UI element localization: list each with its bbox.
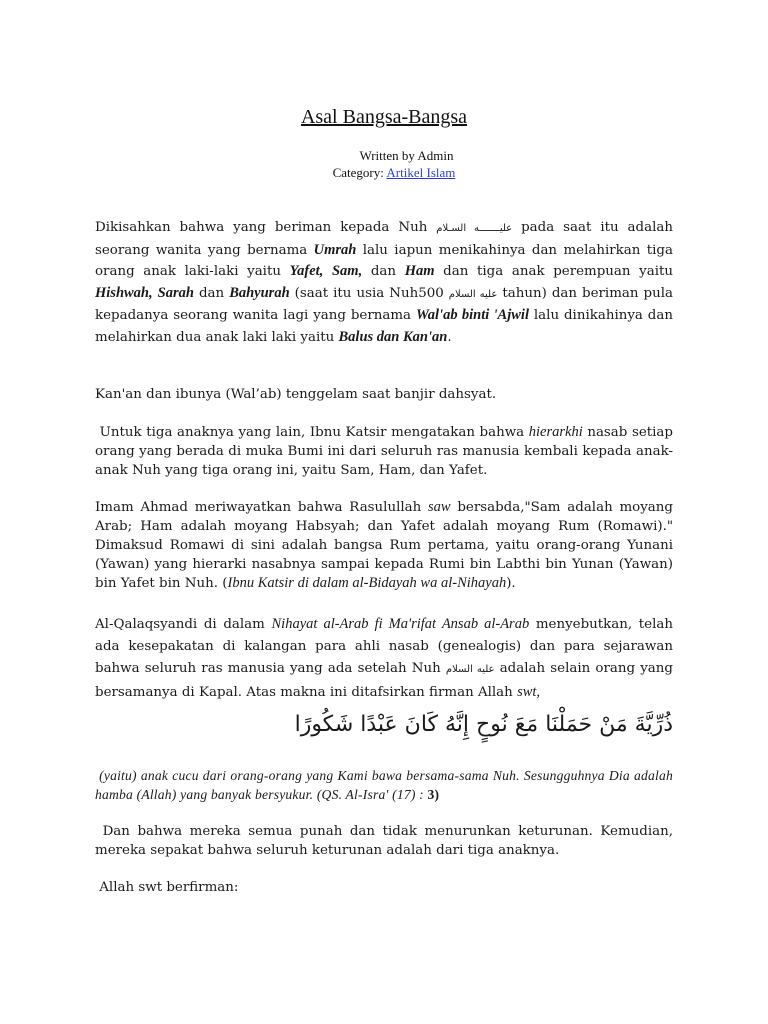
category-link[interactable]: Artikel Islam — [386, 165, 456, 180]
name-hishwah: Hishwah, — [95, 284, 153, 301]
paragraph-3: Untuk tiga anaknya yang lain, Ibnu Katsir mengatakan bahwa hierarkhi nasab setiap orang yang berada di muka Bumi ini dari seluruh ras manusia kembali kepada anak-anak Nuh yang tiga orang ini, yaitu Sam, Ham, dan Yafet. — [95, 424, 673, 478]
category-line — [0, 165, 768, 181]
verse-translation: (yaitu) anak cucu dari orang-orang yang Kami bawa bersama-sama Nuh. Sesungguhnya Dia adalah hamba (Allah) yang banyak bersyukur. (QS. Al-Isra' (17) : 3) — [95, 768, 673, 802]
name-sam: Sam, — [331, 263, 363, 279]
name-yafet: Yafet, — [289, 263, 324, 279]
quran-verse: ذُرِّيَّةَ مَنْ حَمَلْنَا مَعَ نُوحٍ إِنَّهُ كَانَ عَبْدًا شَكُورًا — [294, 712, 673, 737]
paragraph-2: Kan'an dan ibunya (Wal’ab) tenggelam saat banjir dahsyat. — [95, 387, 497, 402]
category-label: Category: — [332, 165, 384, 180]
paragraph-4: Imam Ahmad meriwayatkan bahwa Rasulullah saw bersabda,"Sam adalah moyang Arab; Ham adalah moyang Habsyah; dan Yafet adalah moyang Rum (Romawi)." Dimaksud Romawi di sini adalah bangsa Rum pertama, yaitu orang-orang Yunani (Yawan) yang hierarki nasabnya sampai kepada Rumi bin Labthi bin Yunan (Yawan) bin Yafet bin Nuh. (Ibnu Katsir di dalam al-Bidayah wa al-Nihayah). — [95, 499, 673, 591]
paragraph-7: Allah swt berfirman: — [99, 880, 239, 895]
name-umrah: Umrah — [313, 241, 357, 258]
name-balus-kanan: Balus dan Kan'an — [338, 328, 448, 345]
name-ham: Ham — [404, 263, 435, 279]
name-sarah: Sarah — [157, 284, 194, 301]
arabic-honorific: عليه السلام — [448, 288, 498, 300]
author-line: Written by Admin — [359, 148, 454, 163]
name-bahyurah: Bahyurah — [229, 284, 290, 301]
paragraph-5: Al-Qalaqsyandi di dalam Nihayat al-Arab fi Ma'rifat Ansab al-Arab menyebutkan, telah ada kesepakatan di kalangan para ahli nasab (genealogis) dan para sejarawan bahwa seluruh ras manusia yang ada setelah Nuh عليه السلام adalah selain orang yang bersamanya di Kapal. Atas makna ini ditafsirkan firman Allah swt, — [95, 616, 673, 700]
arabic-honorific: عليه السلام — [445, 664, 495, 675]
page-title: Asal Bangsa-Bangsa — [300, 106, 468, 128]
name-walab: Wal'ab binti 'Ajwil — [415, 307, 529, 323]
arabic-honorific: عليـــــــه السـلام — [436, 223, 513, 234]
paragraph-1: Dikisahkan bahwa yang beriman kepada Nuh عليـــــــه السـلام pada saat itu adalah seorang wanita yang bernama Umrah lalu iapun menikahinya dan melahirkan tiga orang anak laki-laki yaitu Yafet, Sam, dan Ham dan tiga anak perempuan yaitu Hishwah, Sarah dan Bahyurah (saat itu usia Nuh500 عليه السلام tahun) dan beriman pula kepadanya seorang wanita lagi yang bernama Wal'ab binti 'Ajwil lalu dinikahinya dan melahirkan dua anak laki laki yaitu Balus dan Kan'an. — [95, 220, 674, 345]
paragraph-6: Dan bahwa mereka semua punah dan tidak menurunkan keturunan. Kemudian, mereka sepakat bahwa seluruh keturunan adalah dari tiga anaknya. — [95, 824, 673, 858]
